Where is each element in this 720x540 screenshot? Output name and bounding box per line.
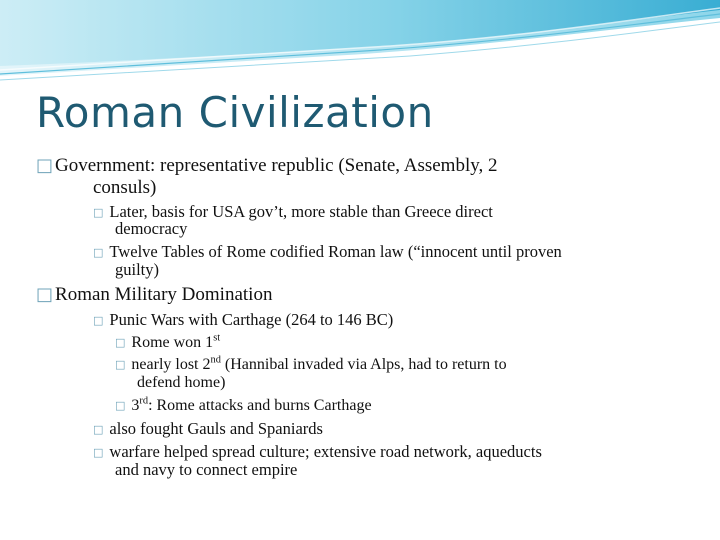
bullet-icon: □	[115, 399, 126, 412]
bullet-text-continued: and navy to connect empire	[115, 460, 298, 479]
bullet-icon: □	[115, 336, 126, 349]
bullet-text-continued: guilty)	[115, 260, 159, 279]
bullet-icon: □	[115, 358, 126, 371]
bullet-text: warfare helped spread culture; extensive road network, aqueducts	[109, 442, 542, 461]
bullet-text-continued: consuls)	[93, 177, 157, 198]
bullet-text: Government: representative republic (Senate, Assembly, 2	[55, 155, 498, 176]
bullet-text: 3	[131, 397, 140, 414]
list-item	[93, 311, 393, 330]
bullet-icon: □	[36, 155, 54, 176]
bullet-icon: □	[93, 314, 104, 327]
bullet-text: Punic Wars with Carthage (264 to 146 BC)	[109, 310, 394, 329]
bullet-text: : Rome attacks and burns Carthage	[148, 397, 372, 414]
list-item	[36, 285, 272, 305]
bullet-icon: □	[93, 206, 104, 219]
slide-title: Roman Civilization	[36, 88, 434, 137]
bullet-text: Roman Military Domination	[55, 284, 273, 305]
bullet-text-continued: defend home)	[137, 374, 226, 391]
bullet-text: nearly lost 2	[131, 356, 211, 373]
bullet-icon: □	[93, 423, 104, 436]
bullet-text: Later, basis for USA gov’t, more stable than Greece direct	[109, 202, 493, 221]
list-item	[115, 356, 507, 374]
list-item	[115, 397, 372, 415]
bullet-icon: □	[93, 446, 104, 459]
bullet-text: also fought Gauls and Spaniards	[109, 419, 323, 438]
bullet-icon: □	[93, 246, 104, 259]
bullet-text: (Hannibal invaded via Alps, had to return to	[220, 356, 507, 373]
ordinal-suffix: st	[213, 332, 221, 344]
list-item	[93, 420, 323, 439]
bullet-text: Twelve Tables of Rome codified Roman law (“innocent until proven	[109, 242, 562, 261]
bullet-icon: □	[36, 284, 54, 305]
list-item	[36, 156, 498, 176]
bullet-text: Rome won 1	[131, 334, 214, 351]
list-item	[115, 334, 220, 352]
list-item	[93, 243, 562, 262]
bullet-text-continued: democracy	[115, 219, 188, 238]
ordinal-suffix: nd	[210, 354, 221, 366]
ordinal-suffix: rd	[139, 395, 149, 407]
